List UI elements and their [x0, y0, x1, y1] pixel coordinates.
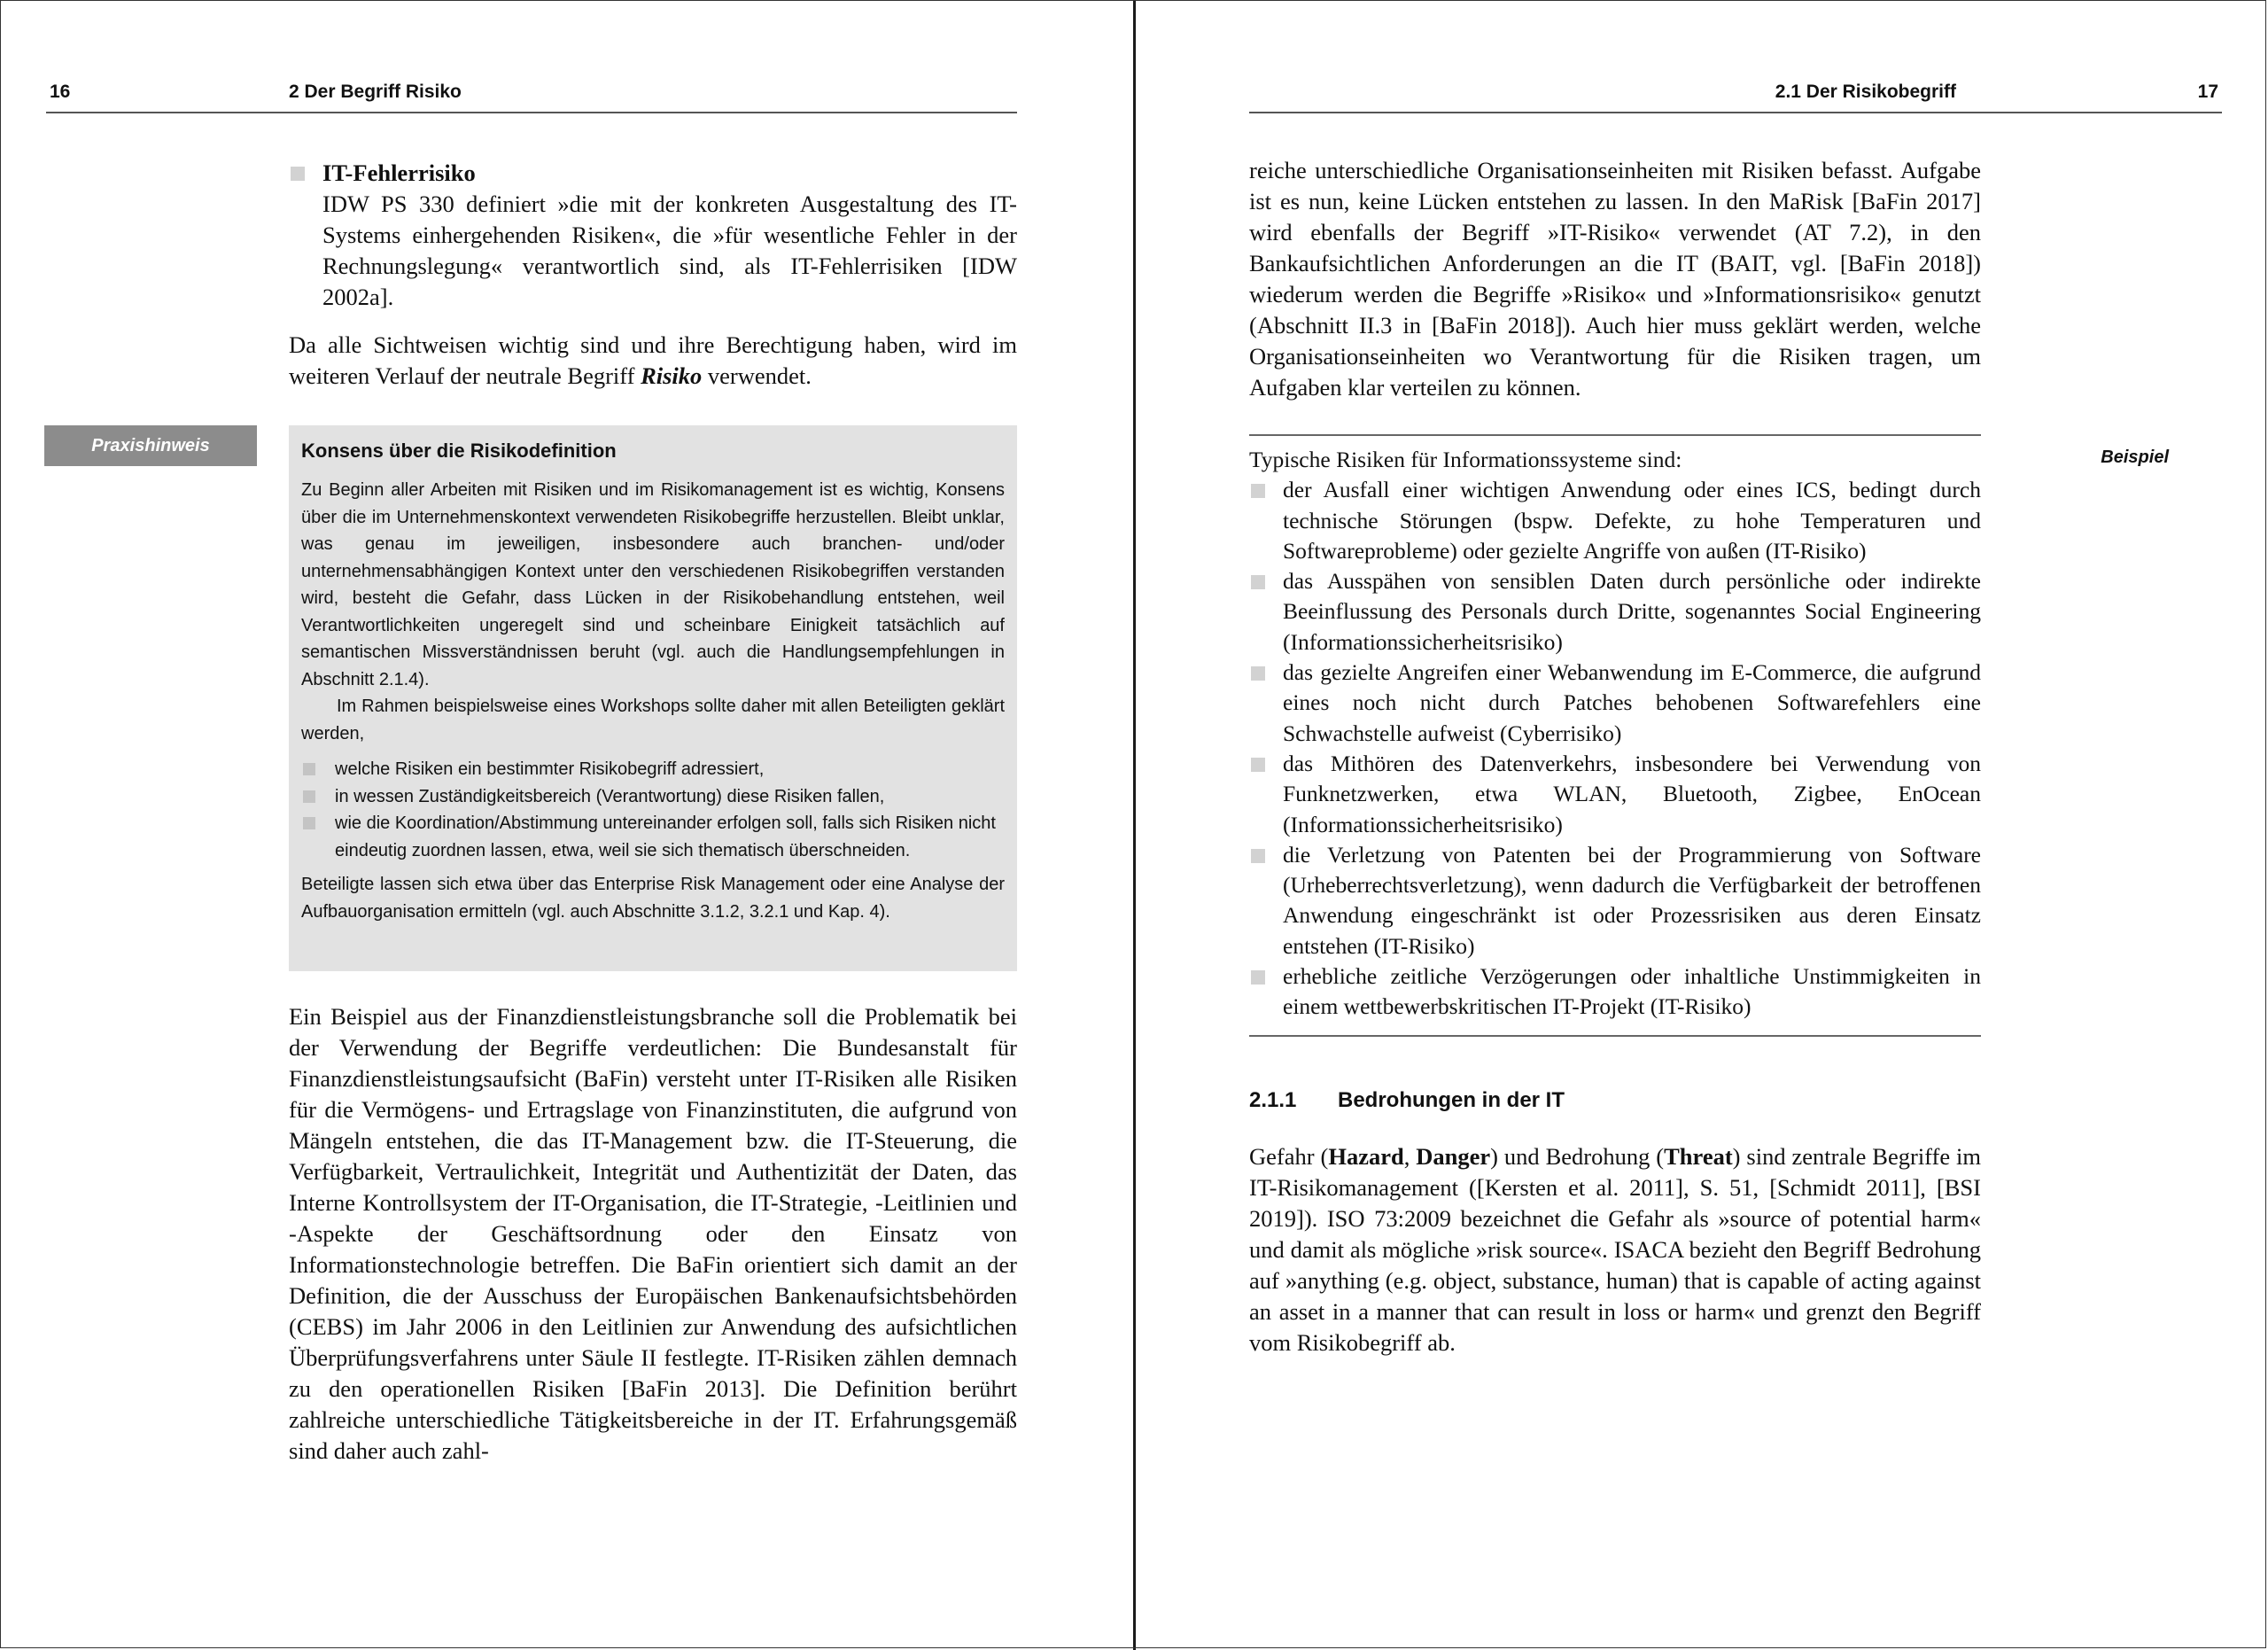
- list-item: welche Risiken ein bestimmter Risikobegriff adressiert,: [301, 756, 1005, 783]
- box-paragraph: Beteiligte lassen sich etwa über das Enterprise Risk Management oder eine Analyse der Aufbauorganisation ermitteln (vgl. auch Abschnitte 3.1.2, 3.2.1 und Kap. 4).: [301, 875, 1005, 922]
- right-page: [1136, 0, 2268, 1650]
- page-number: 17: [2197, 82, 2218, 102]
- beispiel-list: [1249, 475, 1981, 1022]
- right-page-header: [1249, 82, 2222, 113]
- continuation-paragraph: reiche unterschiedliche Organisationseinheiten mit Risiken befasst. Aufgabe ist es nun, keine Lücken entstehen zu lassen. In den MaRisk [BaFin 2017] wird ebenfalls der Begriff »IT-Risiko« verwendet (AT 7.2), in den Bankaufsichtlichen Anforderungen an die IT (BAIT, vgl. [BaFin 2018]) wiederum werden die Begriffe »Risiko« und »Informationsrisiko« genutzt (Abschnitt II.3 in [BaFin 2018]). Auch hier muss geklärt werden, welche Organisationseinheiten wo Verantwortung für die Risiken tragen, um Aufgaben klar verteilen zu können.: [1249, 157, 1981, 401]
- box-paragraph: Im Rahmen beispielsweise eines Workshops sollte daher mit allen Beteiligten geklärt werden,: [301, 697, 1005, 743]
- beispiel-label: Beispiel: [2101, 448, 2169, 467]
- beispiel-box: [1249, 434, 1981, 1037]
- bold-term: Danger: [1416, 1143, 1491, 1170]
- page-number: 16: [50, 82, 71, 102]
- box-paragraph: Zu Beginn aller Arbeiten mit Risiken und im Risikomanagement ist es wichtig, Konsens über die im Unternehmenskontext verwendeten Risikobegriffe herzustellen. Bleibt unklar, was genau im jeweiligen, insbesondere auch branchen- und/oder unternehmensabhängigen Kontext unter den verschiedenen Risikobegriffen verstanden wird, besteht die Gefahr, dass Lücken in der Risikobehandlung entstehen, weil Verantwortlichkeiten ungeregelt sind und scheinbare Einigkeit tatsächlich auf semantischen Missverständnissen beruht (vgl. auch die Handlungsempfehlungen in Abschnitt 2.1.4).: [301, 480, 1005, 689]
- list-item: der Ausfall einer wichtigen Anwendung oder eines ICS, bedingt durch technische Störungen (bspw. Defekte, zu hohe Temperaturen und Softwareprobleme) oder gezielte Angriffe von außen (IT-Risiko): [1249, 475, 1981, 566]
- list-item: die Verletzung von Patenten bei der Programmierung von Software (Urheberrechtsverletzung), wenn dadurch die Verfügbarkeit der betroffenen Anwendung eingeschränkt ist oder Prozessrisiken aus deren Einsatz entstehen (IT-Risiko): [1249, 840, 1981, 961]
- emphasized-term: Risiko: [641, 362, 703, 389]
- list-item: [289, 158, 1017, 313]
- beispiel-intro: Typische Risiken für Informationssysteme sind:: [1249, 447, 1682, 472]
- conclusion-paragraph: [289, 330, 1017, 392]
- section-heading: [1249, 1088, 1565, 1113]
- item-title: IT-Fehlerrisiko: [322, 160, 476, 186]
- text-run: Da alle Sichtweisen wichtig sind und ihre Berechtigung haben, wird im weiteren Verlauf der neutrale Begriff: [289, 331, 1017, 389]
- chapter-title: 2 Der Begriff Risiko: [289, 82, 462, 102]
- section-title: 2.1 Der Risikobegriff: [1775, 82, 1956, 102]
- text-run: ,: [1403, 1143, 1417, 1170]
- item-text: IDW PS 330 definiert »die mit der konkreten Ausgestaltung des IT-Systems einhergehenden Risiken«, die »für wesentliche Fehler in der Rechnungslegung« verantwortlich sind, als IT-Fehlerrisiken [IDW 2002a].: [322, 191, 1017, 310]
- it-fehlerrisiko-item: [289, 158, 1017, 313]
- bold-term: Threat: [1664, 1143, 1733, 1170]
- list-item: das Mithören des Datenverkehrs, insbesondere bei Verwendung von Funknetzwerken, etwa WLAN, Bluetooth, Zigbee, EnOcean (Informationssicherheitsrisiko): [1249, 749, 1981, 840]
- text-run: ) und Bedrohung (: [1490, 1143, 1665, 1170]
- list-item: wie die Koordination/Abstimmung untereinander erfolgen soll, falls sich Risiken nicht eindeutig zuordnen lassen, etwa, weil sie sich thematisch überschneiden.: [301, 810, 1005, 864]
- text-run: Gefahr (: [1249, 1143, 1329, 1170]
- praxishinweis-box: [289, 425, 1017, 971]
- section-heading-title: Bedrohungen in der IT: [1338, 1088, 1565, 1112]
- list-item: das Ausspähen von sensiblen Daten durch persönliche oder indirekte Beeinflussung des Personals durch Dritte, sogenanntes Social Engineering (Informationssicherheitsrisiko): [1249, 566, 1981, 658]
- list-item: erhebliche zeitliche Verzögerungen oder inhaltliche Unstimmigkeiten in einem wettbewerbskritischen IT-Projekt (IT-Risiko): [1249, 961, 1981, 1023]
- text-run: ) sind zentrale Begriffe im IT-Risikomanagement ([Kersten et al. 2011], S. 51, [Schmidt 2011], [BSI 2019]). ISO 73:2009 bezeichnet die Gefahr als »source of potential harm« und damit als mögliche »risk source«. ISACA bezieht den Begriff Bedrohung auf »anything (e.g. object, substance, human) that is capable of acting against an asset in a manner that can result in loss or harm« und grenzt den Begriff vom Risikobegriff ab.: [1249, 1143, 1982, 1356]
- list-item: in wessen Zuständigkeitsbereich (Verantwortung) diese Risiken fallen,: [301, 783, 1005, 811]
- left-page-header: [46, 82, 1017, 113]
- section-number: 2.1.1: [1249, 1088, 1297, 1112]
- example-paragraph: Ein Beispiel aus der Finanzdienstleistungsbranche soll die Problematik bei der Verwendung der Begriffe verdeutlichen: Die Bundesanstalt für Finanzdienstleistungsaufsicht (BaFin) versteht unter IT-Risiken alle Risiken für die Vermögens- und Ertragslage von Finanzinstituten, die aufgrund von Mängeln entstehen, die das IT-Management bzw. die IT-Steuerung, die Verfügbarkeit, Vertraulichkeit, Integrität und Authentizität der Daten, das Interne Kontrollsystem der IT-Organisation, die IT-Strategie, -Leitlinien und -Aspekte der Geschäftsordnung oder den Einsatz von Informationstechnologie betreffen. Die BaFin orientiert sich damit an der Definition, die der Ausschuss der Europäischen Bankenaufsichtsbehörden (CEBS) im Jahr 2006 in den Leitlinien zur Anwendung des aufsichtlichen Überprüfungsverfahrens unter Säule II festlegte. IT-Risiken zählen demnach zu den operationellen Risiken [BaFin 2013]. Die Definition berührt zahlreiche unterschiedliche Tätigkeitsbereiche in der IT. Erfahrungsgemäß sind daher auch zahl-: [289, 1003, 1017, 1464]
- bold-term: Hazard: [1328, 1143, 1404, 1170]
- box-bullet-list: [301, 756, 1005, 864]
- text-run: verwendet.: [702, 362, 812, 389]
- box-title: Konsens über die Risikodefinition: [301, 440, 617, 462]
- list-item: das gezielte Angreifen einer Webanwendung im E-Commerce, die aufgrund eines noch nicht durch Patches behobenen Softwarefehlers eine Schwachstelle aufweist (Cyberrisiko): [1249, 658, 1981, 749]
- threat-paragraph: [1249, 1141, 1981, 1358]
- praxishinweis-label: Praxishinweis: [44, 425, 257, 466]
